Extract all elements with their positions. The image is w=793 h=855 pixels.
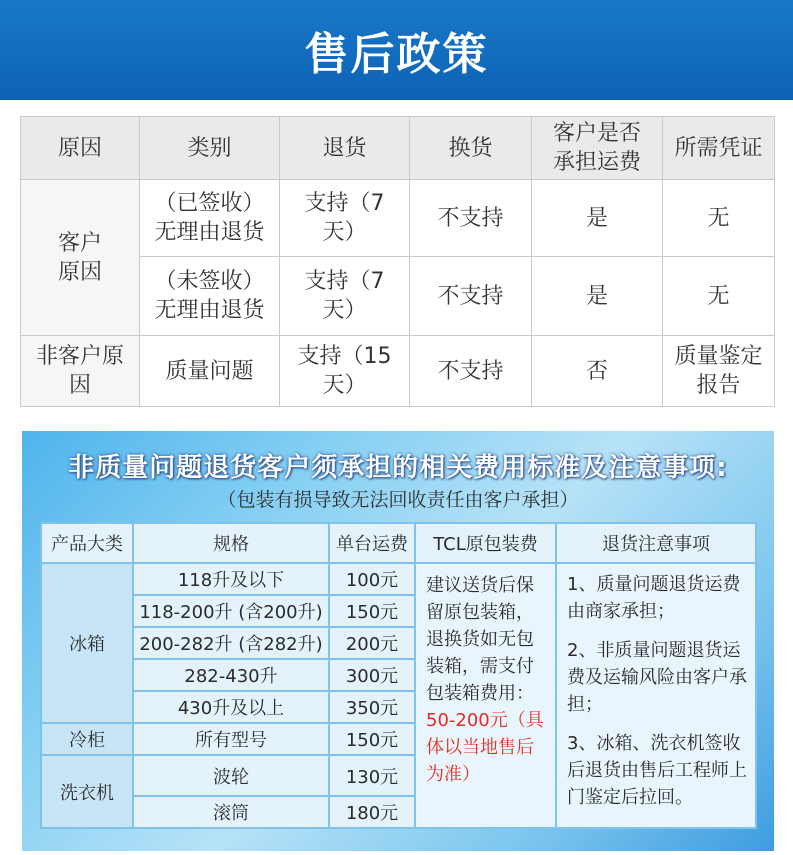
exchange-cell: 不支持 bbox=[410, 180, 532, 257]
freight-cell: 是 bbox=[532, 257, 663, 336]
exchange-cell: 不支持 bbox=[410, 257, 532, 336]
spec-cell: 430升及以上 bbox=[133, 691, 329, 723]
fee-title: 非质量问题退货客户须承担的相关费用标准及注意事项: bbox=[68, 453, 728, 483]
note-item: 3、冰箱、洗衣机签收后退货由售后工程师上门鉴定后拉回。 bbox=[567, 733, 747, 808]
return-cell: 支持（7天） bbox=[280, 180, 410, 257]
category-freezer: 冷柜 bbox=[41, 723, 133, 755]
category-washer: 洗衣机 bbox=[41, 755, 133, 828]
header-packaging-fee: TCL原包装费 bbox=[415, 523, 556, 563]
note-item: 2、非质量问题退货运费及运输风险由客户承担； bbox=[567, 640, 747, 715]
header-product-category: 产品大类 bbox=[41, 523, 133, 563]
header-spec: 规格 bbox=[133, 523, 329, 563]
proof-cell: 无 bbox=[663, 180, 775, 257]
return-cell: 支持（15天） bbox=[280, 336, 410, 407]
table-row bbox=[21, 336, 775, 407]
fee-subtitle: （包装有损导致无法回收责任由客户承担） bbox=[217, 489, 579, 511]
spec-cell: 滚筒 bbox=[133, 796, 329, 828]
note-item: 1、质量问题退货运费由商家承担； bbox=[567, 574, 741, 622]
header-reason: 原因 bbox=[21, 117, 140, 180]
fee-cell: 150元 bbox=[329, 723, 415, 755]
fee-header-row bbox=[41, 523, 756, 563]
spec-cell: 282-430升 bbox=[133, 659, 329, 691]
header-banner bbox=[0, 0, 793, 100]
spec-cell: 118-200升 (含200升) bbox=[133, 595, 329, 627]
page-title: 售后政策 bbox=[304, 29, 489, 80]
header-return: 退货 bbox=[280, 117, 410, 180]
freight-cell: 否 bbox=[532, 336, 663, 407]
fee-cell: 350元 bbox=[329, 691, 415, 723]
packaging-price: 50-200元（具体以当地售后为准） bbox=[426, 710, 544, 785]
spec-cell: 所有型号 bbox=[133, 723, 329, 755]
header-freight: 客户是否承担运费 bbox=[532, 117, 663, 180]
header-category: 类别 bbox=[140, 117, 280, 180]
freight-cell: 是 bbox=[532, 180, 663, 257]
header-return-notes: 退货注意事项 bbox=[556, 523, 756, 563]
packaging-fee-cell bbox=[415, 563, 556, 828]
return-notes-cell bbox=[556, 563, 756, 828]
fee-cell: 100元 bbox=[329, 563, 415, 595]
fee-cell: 130元 bbox=[329, 755, 415, 796]
table-row bbox=[21, 180, 775, 257]
category-cell: （已签收）无理由退货 bbox=[140, 180, 280, 257]
fee-cell: 200元 bbox=[329, 627, 415, 659]
reason-cell: 客户原因 bbox=[21, 180, 140, 336]
header-unit-freight: 单台运费 bbox=[329, 523, 415, 563]
spec-cell: 波轮 bbox=[133, 755, 329, 796]
fee-cell: 300元 bbox=[329, 659, 415, 691]
packaging-text: 建议送货后保留原包装箱，退换货如无包装箱，需支付包装箱费用： bbox=[426, 575, 534, 704]
category-cell: 质量问题 bbox=[140, 336, 280, 407]
fee-cell: 180元 bbox=[329, 796, 415, 828]
fee-standard-panel bbox=[22, 431, 774, 851]
spec-cell: 118升及以下 bbox=[133, 563, 329, 595]
after-sales-policy-table bbox=[20, 116, 775, 407]
header-proof: 所需凭证 bbox=[663, 117, 775, 180]
header-exchange: 换货 bbox=[410, 117, 532, 180]
table-row bbox=[41, 563, 756, 595]
category-cell: （未签收）无理由退货 bbox=[140, 257, 280, 336]
policy-header-row bbox=[21, 117, 775, 180]
fee-table bbox=[40, 522, 757, 829]
fee-cell: 150元 bbox=[329, 595, 415, 627]
exchange-cell: 不支持 bbox=[410, 336, 532, 407]
category-fridge: 冰箱 bbox=[41, 563, 133, 723]
proof-cell: 无 bbox=[663, 257, 775, 336]
reason-cell: 非客户原因 bbox=[21, 336, 140, 407]
spec-cell: 200-282升 (含282升) bbox=[133, 627, 329, 659]
proof-cell: 质量鉴定报告 bbox=[663, 336, 775, 407]
return-cell: 支持（7天） bbox=[280, 257, 410, 336]
